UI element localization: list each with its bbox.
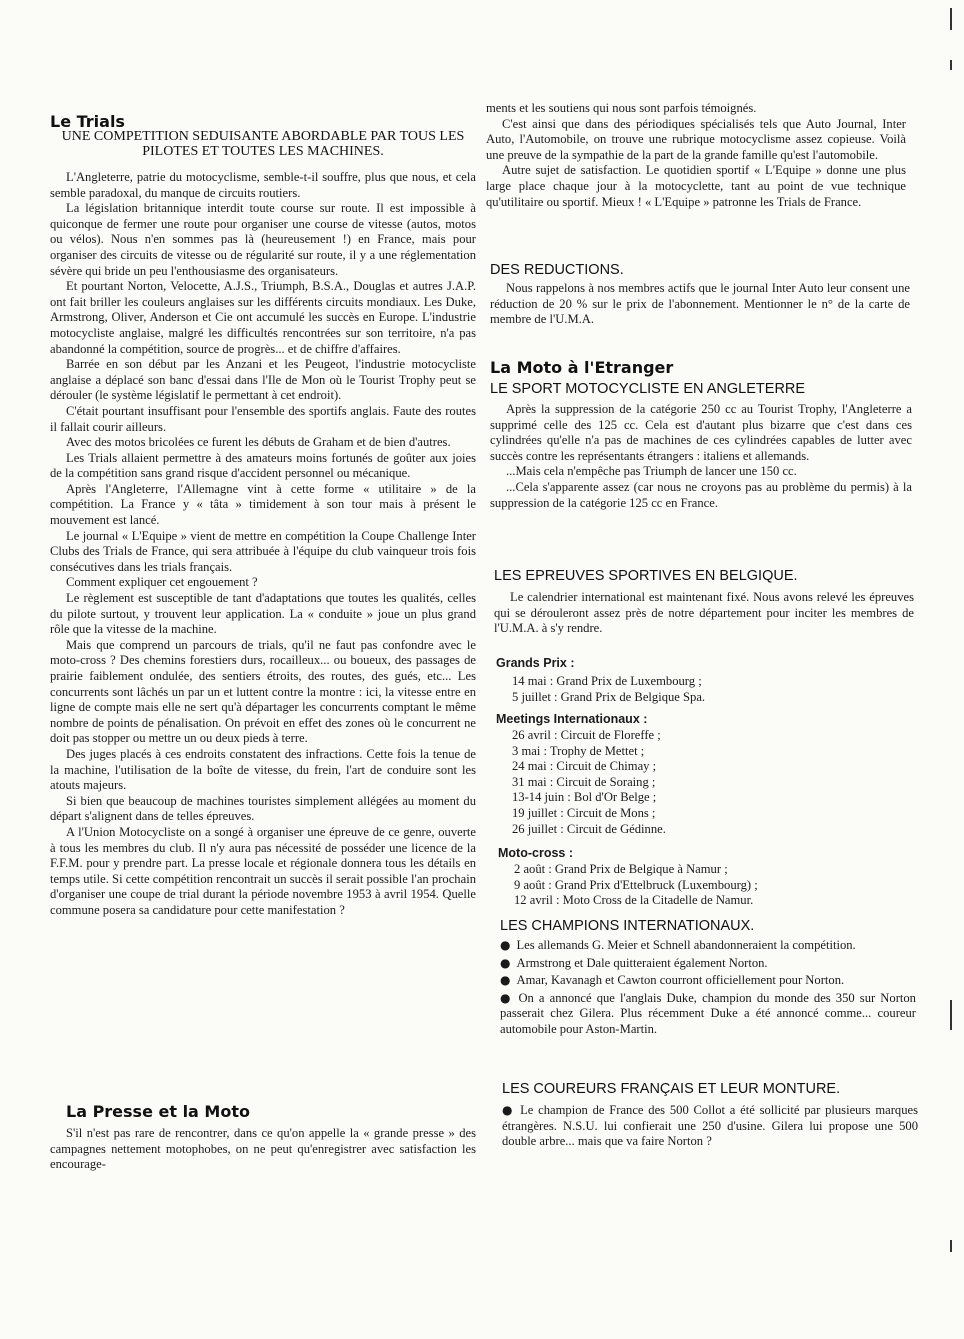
bullet-text: Le champion de France des 500 Collot a été sollicité par plusieurs marques étrangères. N.S.U. lui confierait une 250 d'usine. Gilera lui propose une 500 double arbre... mais que va faire Norton ? [502,1103,918,1149]
motocross-label: Moto-cross : [498,846,573,860]
bullet-text: Armstrong et Dale quitteraient également Norton. [516,955,768,970]
paragraph: Les Trials allaient permettre à des amateurs moins fortunés de goûter aux joies de la compétition sans grand risque d'accident personnel ou mécanique. [50,450,476,481]
presse-paragraph: S'il n'est pas rare de rencontrer, dans ce qu'on appelle la « grande presse » des campagnes nettement motophobes, on ne peut qu'enregistrer avec satisfaction les encourage- [50,1126,476,1172]
bullet-item [502,1103,918,1150]
paragraph: Comment expliquer cet engouement ? [66,575,258,590]
bullet-text: On a annoncé que l'anglais Duke, champion du monde des 350 sur Norton passerait chez Gilera. Plus récemment Duke a été annoncé comme... coureur automobile pour Aston-Martin. [500,990,916,1036]
belgique-body [494,590,914,637]
paragraph: Si bien que beaucoup de machines touristes simplement allégées au moment du départ s'alignent dans de telles épreuves. [50,793,476,824]
coureurs-list [502,1103,918,1152]
angleterre-title: LE SPORT MOTOCYCLISTE EN ANGLETERRE [490,381,806,397]
reductions-body [490,281,910,328]
belgique-paragraph: Le calendrier international est maintenant fixé. Nous avons relevé les épreuves qui se dérouleront assez près de notre département pour inciter les membres de l'U.M.A. à s'y rendre. [494,590,914,636]
reductions-title: DES REDUCTIONS. [490,262,624,278]
bullet-text: Amar, Kavanagh et Cawton courront officiellement pour Norton. [516,973,845,988]
grand-prix-item: 14 mai : Grand Prix de Luxembourg ; [512,674,702,688]
presse-title: La Presse et la Moto [66,1102,250,1121]
paragraph: Le journal « L'Equipe » vient de mettre en compétition la Coupe Challenge Inter Clubs des Trials de France, qui sera attribuée à l'équipe du club vainqueur trois fois consécutives dans les trials français. [50,528,476,574]
trials-article-body [50,170,476,919]
bullet-text: Les allemands G. Meier et Schnell abandonneraient la compétition. [516,938,856,952]
paragraph: L'Angleterre, patrie du motocyclisme, semble-t-il souffre, plus que nous, et cela semble paradoxal, du manque de circuits routiers. [50,170,476,200]
paragraph: Après l'Angleterre, l'Allemagne vint à cette forme « utilitaire » de la compétition. La France y « tâta » timidement à son tour mais à présent le mouvement est lancé. [50,481,476,528]
grand-prix-item: 5 juillet : Grand Prix de Belgique Spa. [512,689,706,704]
etranger-title: La Moto à l'Etranger [490,358,674,377]
meeting-item: 31 mai : Circuit de Soraing ; [512,774,656,789]
motocross-list [498,862,758,909]
bullet-item [500,956,916,972]
meetings-list [496,728,666,837]
presse-continuation [486,101,906,210]
bullet-icon: ● [500,938,511,952]
paragraph: Le règlement est susceptible de tant d'adaptations que toutes les qualités, celles du pilote surtout, y trouvent leur application. La « conduite » joue un plus grand rôle que la vitesse de la machine. [50,591,476,637]
bullet-icon: ● [500,990,513,1005]
bullet-item [500,973,916,989]
paragraph: C'est ainsi que dans des périodiques spécialisés tels que Auto Journal, Inter Auto, l'Automobile, on trouve une rubrique motocyclisme assez copieuse. Voilà une preuve de la sympathie de la part de la grande famille qu'est l'automobile. [486,116,906,162]
champions-title: LES CHAMPIONS INTERNATIONAUX. [500,918,755,934]
bullet-item [500,991,916,1038]
meeting-item: 13-14 juin : Bol d'Or Belge ; [512,790,657,805]
belgique-title: LES EPREUVES SPORTIVES EN BELGIQUE. [494,568,798,584]
meeting-item: 3 mai : Trophy de Mettet ; [512,743,645,758]
trials-title: Le Trials [50,112,125,131]
coureurs-title: LES COUREURS FRANÇAIS ET LEUR MONTURE. [502,1081,841,1097]
bullet-icon: ● [500,955,511,970]
paragraph: Après la suppression de la catégorie 250 cc au Tourist Trophy, l'Angleterre a supprimé celle des 125 cc. Cela est d'autant plus bizarre que c'est dans ces cylindrées qu'elle n'a pas de machines de ces cylindrées capables de lutter avec succès contre les représentants étrangers : italiens et allemands. [490,402,912,463]
paragraph: Des juges placés à ces endroits constatent des infractions. Cette fois la tenue de la machine, l'utilisation de la boîte de vitesse, du frein, l'art de conduire sont les atouts majeurs. [50,746,476,793]
paragraph: C'était pourtant insuffisant pour l'ensemble des sportifs anglais. Faute des routes il fallait courir ailleurs. [50,403,476,434]
reductions-paragraph: Nous rappelons à nos membres actifs que le journal Inter Auto leur consent une réduction de 20 % sur le prix de l'abonnement. Mentionner le n° de la carte de membre de l'U.M.A. [490,281,910,327]
bullet-icon: ● [500,973,511,988]
champions-list [500,938,916,1040]
paragraph: Avec des motos bricolées ce furent les débuts de Graham et de bien d'autres. [66,435,451,450]
paragraph: ...Cela s'apparente assez (car nous ne croyons pas au problème du permis) à la suppression de la catégorie 125 cc en France. [490,479,912,510]
motocross-item: 2 août : Grand Prix de Belgique à Namur ; [514,862,728,876]
meeting-item: 26 juillet : Circuit de Gédinne. [512,821,666,836]
paragraph: Barrée en son début par les Anzani et les Peugeot, l'industrie motocycliste anglaise a déplacé son banc d'essai dans l'Ile de Mon où le Tourist Trophy peut se dérouler (le système législatif le permettant à cet endroit). [50,357,476,403]
paragraph: Autre sujet de satisfaction. Le quotidien sportif « L'Equipe » donne une plus large place chaque jour à la motocyclette, tant au point de vue technique qu'utilitaire ou sportif. Mieux ! « L'Equipe » patronne les Trials de France. [486,163,906,209]
meetings-label: Meetings Internationaux : [496,712,648,726]
paragraph: Mais que comprend un parcours de trials, qu'il ne faut pas confondre avec le moto-cross ? Des chemins forestiers durs, rocailleux... ou boueux, des passages de prairie faiblement ondulée, des sentiers étroits, des routes, des gués, etc... Les concurrents sont lâchés un par un et luttent contre la montre : ici, la vitesse entre en ligne de compte mais elle ne sert qu'à départager les concurrents comptant le même nombre de points de pénalisation. On prévoit en effet des zones où le concurrent ne doit pas stopper ou mettre un ou deux pieds à terre. [50,637,476,746]
page-edge-marks [950,0,964,1339]
meeting-item: 26 avril : Circuit de Floreffe ; [512,728,661,742]
trials-subtitle: UNE COMPETITION SEDUISANTE ABORDABLE PAR TOUS LES PILOTES ET TOUTES LES MACHINES. [61,129,465,159]
presse-article-body [50,1126,476,1173]
grands-prix-label: Grands Prix : [496,656,575,670]
paragraph: Et pourtant Norton, Velocette, A.J.S., Triumph, B.S.A., Douglas et autres J.A.P. ont fait briller les couleurs anglaises sur les différents circuits mondiaux. Les Duke, Armstrong, Oliver, Anderson et Cie ont accumulé les succès en Europe. L'industrie motocycliste anglaise, malgré les difficultés rencontrées sur son territoire, n'a pas abandonné la compétition, source de progrès... et de chiffre d'affaires. [50,279,476,356]
motocross-item: 9 août : Grand Prix d'Ettelbruck (Luxembourg) ; [514,877,758,892]
meeting-item: 19 juillet : Circuit de Mons ; [512,805,656,820]
paragraph: ments et les soutiens qui nous sont parfois témoignés. [486,101,757,115]
grands-prix-list [496,674,705,705]
paragraph: La législation britannique interdit toute course sur route. Il est impossible à quiconque de fermer une route pour organiser une course de vitesse (autos, motos ou vélos). Nous n'en sommes pas là (heureusement !) en France, mais pour organiser des circuits de vitesse ou de régularité sur route, il y a une réglementation sévère qui bride un peu l'enthousiasme des organisateurs. [50,201,476,278]
angleterre-body [490,402,912,511]
bullet-item [500,938,916,954]
paragraph: ...Mais cela n'empêche pas Triumph de lancer une 150 cc. [506,464,797,479]
motocross-item: 12 avril : Moto Cross de la Citadelle de Namur. [514,893,754,908]
paragraph: A l'Union Motocycliste on a songé à organiser une épreuve de ce genre, ouverte à tous les membres du club. Il n'y aura pas nécessité de posséder une licence de la F.F.M. pour y prendre part. La presse locale et régionale donnera tous les détails en temps utile. Si cette compétition rencontrait un succès il serait possible l'an prochain d'organiser une coupe de trial durant la période novembre 1953 à avril 1954. Quelle commune posera sa candidature pour cette manifestation ? [50,824,476,917]
bullet-icon: ● [502,1103,515,1117]
meeting-item: 24 mai : Circuit de Chimay ; [512,759,657,774]
